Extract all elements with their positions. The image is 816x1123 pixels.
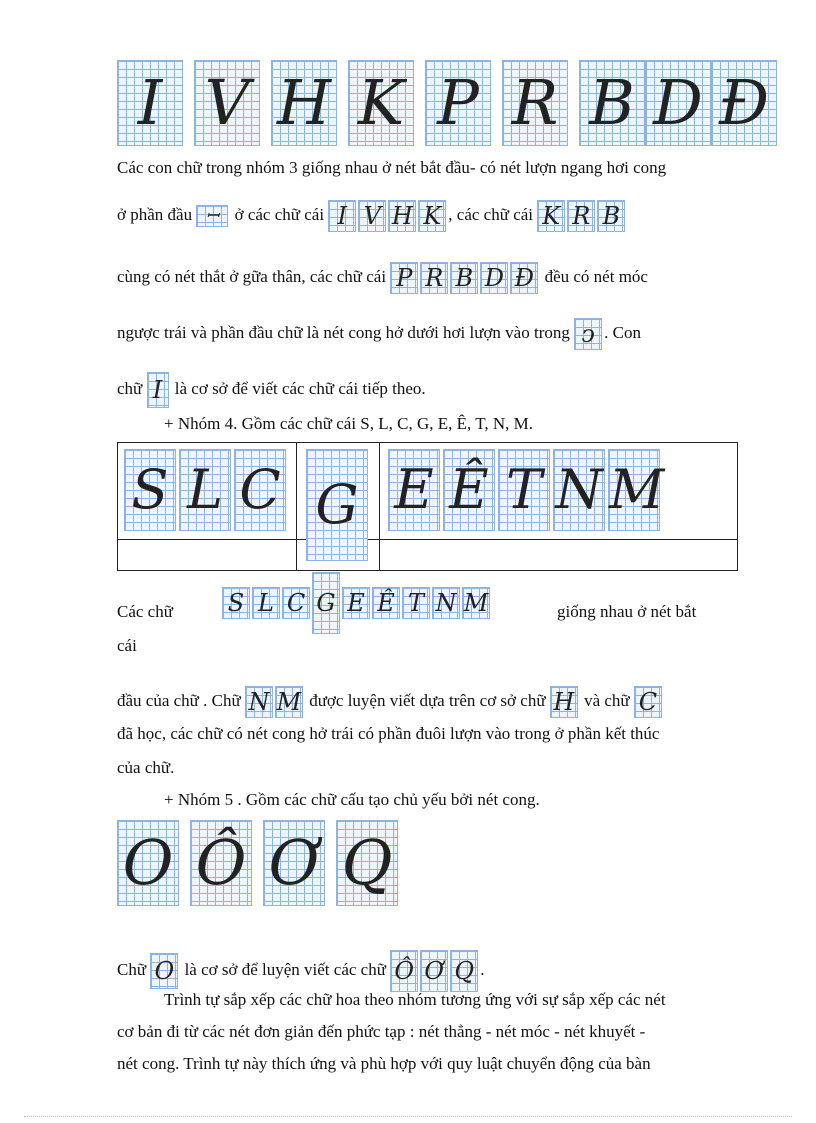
inline-glyph: M — [463, 589, 489, 617]
letter-table — [117, 442, 738, 571]
inline-glyph: C — [282, 587, 310, 619]
inline-glyph: K — [418, 200, 446, 232]
text-span: là cơ sở để luyện viết các chữ — [184, 959, 386, 979]
paragraph-line: Các con chữ trong nhóm 3 giống nhau ở nét bắt đầu- có nét lượn ngang hơi cong — [117, 158, 667, 177]
letter-tile: E — [388, 449, 440, 531]
paragraph-line: Các chữ — [117, 602, 173, 621]
letter-tile: Ê — [443, 449, 495, 531]
inline-glyph: ꟷ — [196, 205, 228, 227]
text-span: đều có nét móc — [544, 266, 648, 286]
paragraph-line — [117, 686, 664, 718]
inline-glyph: T — [402, 587, 430, 619]
inline-glyph: H — [388, 200, 416, 232]
text-span: được luyện viết dựa trên cơ sở chữ — [309, 690, 546, 710]
letter-tile: I — [117, 60, 183, 146]
letter-tile: Ô — [190, 820, 252, 906]
letter-tile: Đ — [711, 60, 777, 146]
letter-tile: C — [234, 449, 286, 531]
letter-tile: S — [124, 449, 176, 531]
inline-glyph: K — [537, 200, 565, 232]
inline-glyph: N — [245, 686, 273, 718]
letter-tile: M — [608, 449, 660, 531]
inline-glyph: G — [312, 572, 340, 634]
inline-glyph: R — [567, 200, 595, 232]
text-span: , các chữ cái — [448, 204, 534, 224]
page-bottom-rule — [24, 1116, 792, 1117]
inline-glyph: Đ — [510, 262, 538, 294]
inline-glyph: P — [390, 262, 418, 294]
paragraph-line — [117, 372, 426, 408]
text-span: và chữ — [584, 690, 630, 710]
inline-glyph: S — [222, 587, 250, 619]
paragraph-line: đã học, các chữ có nét cong hở trái có phần đuôi lượn vào trong ở phần kết thúc — [117, 724, 660, 743]
inline-glyph: B — [597, 200, 625, 232]
text-span: . Con — [604, 322, 641, 342]
paragraph-line: cơ bản đi từ các nét đơn giản đến phức tạp : nét thẳng - nét móc - nét khuyết - — [117, 1022, 646, 1041]
text-span: Chữ — [117, 959, 147, 979]
inline-glyph: O — [150, 953, 178, 989]
text-span: ngược trái và phần đầu chữ là nét cong hở dưới hơi lượn vào trong — [117, 322, 570, 342]
letter-tile: T — [498, 449, 550, 531]
paragraph-line — [117, 950, 484, 992]
inline-glyph: C — [634, 686, 662, 718]
letter-tile: O — [117, 820, 179, 906]
paragraph-line: nét cong. Trình tự này thích ứng và phù hợp với quy luật chuyển động của bàn — [117, 1054, 651, 1073]
letter-tile: V — [194, 60, 260, 146]
text-span: chữ — [117, 378, 143, 398]
text-span: cùng có nét thắt ở gữa thân, các chữ cái — [117, 266, 387, 286]
inline-glyph: Ô — [390, 950, 418, 992]
inline-glyph: Q — [450, 950, 478, 992]
section-heading: + Nhóm 4. Gồm các chữ cái S, L, C, G, E, Ê, T, N, M. — [164, 414, 533, 433]
letter-tile: P — [425, 60, 491, 146]
text-span: là cơ sở để viết các chữ cái tiếp theo. — [174, 378, 426, 398]
text-span: đầu của chữ . Chữ — [117, 690, 241, 710]
letter-tile: H — [271, 60, 337, 146]
text-span: . — [480, 959, 485, 979]
table-cell-group-a — [124, 449, 289, 531]
inline-glyph: B — [450, 262, 478, 294]
inline-glyph: I — [328, 200, 356, 232]
table-cell-group-c — [388, 449, 663, 531]
letter-tile: D — [645, 60, 711, 146]
letter-tile: G — [306, 449, 368, 561]
letter-tile: K — [348, 60, 414, 146]
text-span: ở phần đầu — [117, 204, 193, 224]
inline-glyph: M — [276, 688, 302, 716]
paragraph-line: của chữ. — [117, 758, 175, 777]
inline-glyph: D — [480, 262, 508, 294]
group5-letter-row — [117, 820, 405, 906]
paragraph-line — [117, 200, 627, 232]
inline-glyph: H — [550, 686, 578, 718]
table-cell-group-b — [306, 449, 371, 561]
letter-tile: B — [579, 60, 645, 146]
inline-glyph: L — [252, 587, 280, 619]
inline-glyph: ↄ — [574, 318, 602, 350]
inline-glyph: Ê — [372, 587, 400, 619]
inline-glyph: V — [358, 200, 386, 232]
paragraph-line: Trình tự sắp xếp các chữ hoa theo nhóm tương ứng với sự sắp xếp các nét — [164, 990, 666, 1009]
paragraph-line — [117, 262, 648, 294]
letter-tile: N — [553, 449, 605, 531]
section-heading: + Nhóm 5 . Gồm các chữ cấu tạo chủ yếu bởi nét cong. — [164, 790, 540, 809]
letter-tile: R — [502, 60, 568, 146]
inline-glyph: I — [147, 372, 169, 408]
paragraph-line: cái — [117, 636, 137, 655]
inline-glyph: N — [432, 587, 460, 619]
letter-tile: Q — [336, 820, 398, 906]
inline-glyph-row — [222, 572, 492, 634]
inline-glyph: E — [342, 587, 370, 619]
group3-letter-row — [117, 60, 784, 146]
paragraph-line: giống nhau ở nét bắt — [557, 602, 697, 621]
inline-glyph: R — [420, 262, 448, 294]
letter-tile: Ơ — [263, 820, 325, 906]
inline-glyph: Ơ — [420, 950, 448, 992]
text-span: ở các chữ cái — [234, 204, 325, 224]
letter-tile: L — [179, 449, 231, 531]
paragraph-line — [117, 318, 641, 350]
